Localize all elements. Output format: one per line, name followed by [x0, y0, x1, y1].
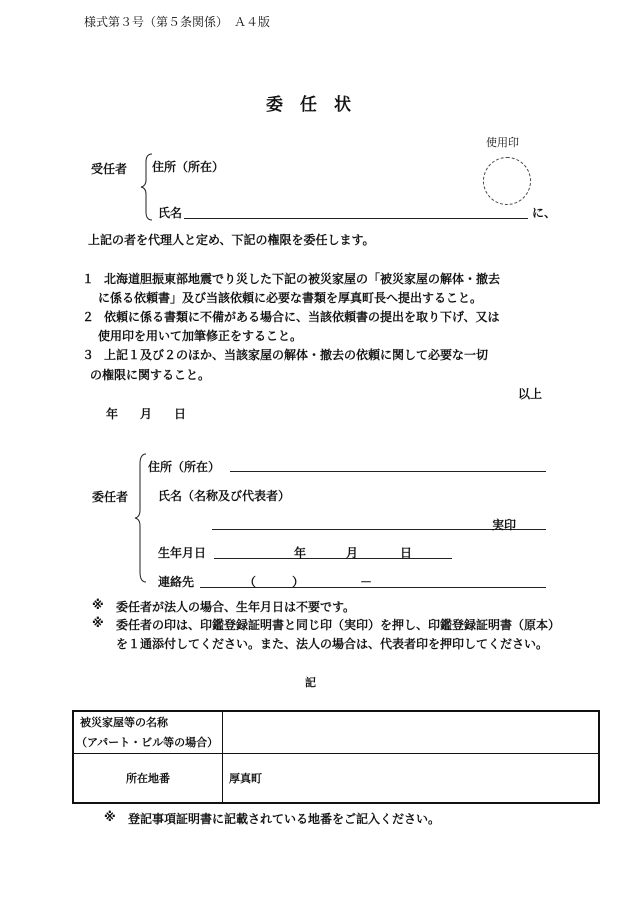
note-mark: ※: [92, 616, 104, 630]
item-line: 使用印を用いて加筆修正をすること。: [98, 329, 303, 343]
table-label-cell: [73, 711, 223, 753]
property-name-sublabel: （アパート・ビル等の場合）: [76, 736, 219, 750]
property-name-value[interactable]: [223, 711, 600, 753]
birth-day-label: 日: [400, 546, 413, 560]
footer-note-text: 登記事項証明書に記載されている地番をご記入ください。: [128, 812, 441, 826]
item-number: ３: [82, 348, 95, 362]
item-line: 依頼に係る書類に不備がある場合に、当該依頼書の提出を取り下げ、又は: [104, 310, 500, 324]
ki-heading: 記: [305, 676, 316, 689]
table-row: [73, 711, 599, 753]
item-line: に係る依頼書」及び当該依頼に必要な書類を厚真町長へ提出すること。: [98, 291, 483, 305]
seal-label: 使用印: [486, 136, 519, 149]
principal-name-label: 氏名（名称及び代表者）: [158, 489, 291, 503]
contact-paren-open: （: [244, 575, 257, 589]
contact-label: 連絡先: [158, 575, 195, 589]
note-line: を１通添付してください。また、法人の場合は、代表者印を押印してください。: [116, 637, 549, 651]
seal-circle-icon[interactable]: [483, 157, 531, 205]
birth-date-label: 生年月日: [158, 546, 207, 560]
birth-date-field[interactable]: [214, 558, 452, 559]
note-line: 委任者の印は、印鑑登録証明書と同じ印（実印）を押し、印鑑登録証明書（原本）: [116, 618, 561, 632]
property-table: [72, 710, 600, 804]
birth-year-label: 年: [294, 546, 307, 560]
form-number: 様式第３号（第５条関係） Ａ４版: [84, 15, 271, 29]
date-day-label: 日: [174, 407, 187, 421]
agent-address-label: 住所（所在）: [152, 160, 225, 174]
property-name-label: 被災家屋等の名称: [80, 716, 168, 730]
delegation-statement: 上記の者を代理人と定め、下記の権限を委任します。: [88, 233, 375, 247]
principal-address-field[interactable]: [230, 471, 546, 472]
table-row: [73, 753, 599, 803]
date-month-label: 月: [140, 407, 153, 421]
principal-seal-label: 実印: [492, 518, 517, 532]
note-line: 委任者が法人の場合、生年月日は不要です。: [116, 600, 356, 614]
agent-name-field[interactable]: [184, 218, 528, 219]
principal-address-label: 住所（所在）: [148, 460, 221, 474]
agent-label: 受任者: [91, 162, 128, 176]
item-line: の権限に関すること。: [90, 368, 211, 382]
contact-paren-close: ）: [292, 575, 305, 589]
item-number: １: [82, 272, 95, 286]
footer-note-mark: ※: [104, 810, 116, 824]
note-mark: ※: [92, 598, 104, 612]
agent-name-label: 氏名: [158, 206, 183, 220]
lot-number-label: 所在地番: [73, 753, 223, 803]
agent-name-suffix: に、: [532, 206, 557, 220]
contact-dash: －: [360, 575, 373, 589]
closing-text: 以上: [518, 387, 543, 401]
document-title: 委 任 状: [266, 95, 351, 115]
lot-number-value[interactable]: 厚真町: [223, 753, 600, 803]
item-line: 上記１及び２のほか、当該家屋の解体・撤去の依頼に関して必要な一切: [104, 348, 489, 362]
birth-month-label: 月: [346, 546, 359, 560]
item-number: ２: [82, 310, 95, 324]
item-line: 北海道胆振東部地震でり災した下記の被災家屋の「被災家屋の解体・撤去: [104, 272, 501, 286]
principal-bracket-icon: [134, 452, 148, 584]
date-year-label: 年: [106, 407, 119, 421]
principal-label: 委任者: [92, 490, 129, 504]
